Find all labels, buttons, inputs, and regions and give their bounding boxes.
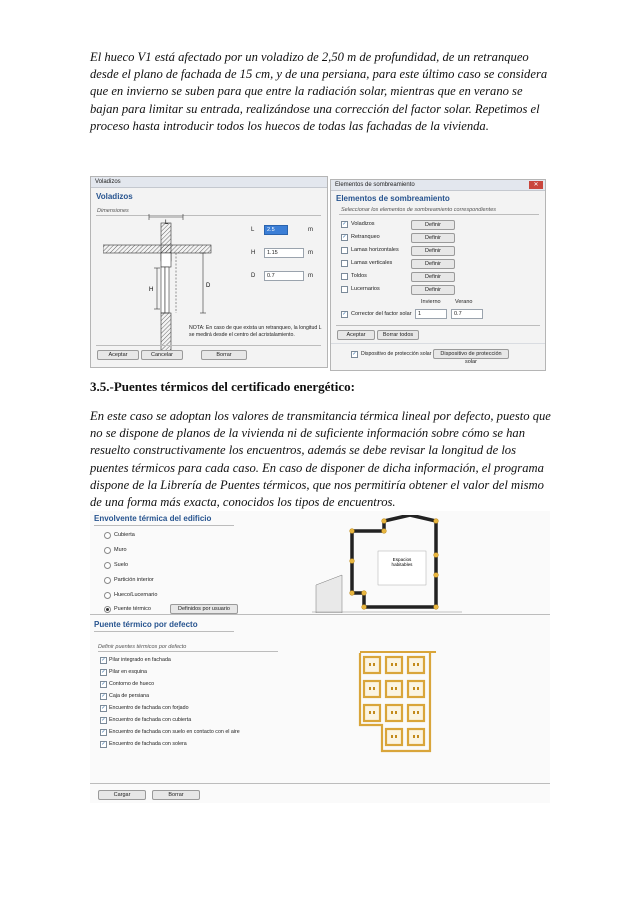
option-label: Partición interior: [114, 577, 154, 583]
voladizos-title: Voladizos: [96, 192, 133, 201]
define-button[interactable]: Definir: [411, 233, 455, 243]
svg-text:H: H: [149, 287, 154, 293]
voladizos-screenshot: [90, 176, 546, 372]
checkbox-retranqueo[interactable]: ✓: [342, 234, 347, 240]
unit-label: m: [308, 273, 313, 279]
divider: [331, 343, 545, 344]
option-label: Suelo: [114, 562, 129, 568]
unit-label: m: [308, 227, 313, 233]
checkbox-lamas-verticales[interactable]: [341, 260, 348, 267]
radio-puente-termico[interactable]: [104, 606, 111, 613]
unit-label: m: [308, 250, 313, 256]
voladizos-window: [90, 176, 328, 368]
checkbox-toldos[interactable]: [341, 273, 348, 280]
option-label: Hueco/Lucernario: [114, 592, 158, 598]
envolvente-title: Envolvente térmica del edificio: [94, 514, 212, 523]
intro-paragraph: El hueco V1 está afectado por un voladizo de 2,50 m de profundidad, de un retranqueo desde el plano de fachada de 15 cm, y de una persiana, para este último caso se considera que en invierno se suben para que entre la radiación solar, mientras que en verano se bajan para limitar su entrada, realizándose una corrección del factor solar. Repetimos el proceso hasta introducir todos los huecos de todas las fachadas de la vivienda.: [90, 50, 548, 133]
delete-button[interactable]: Borrar: [152, 790, 200, 800]
load-button[interactable]: Cargar: [98, 790, 146, 800]
item-label: Lucernarios: [351, 286, 380, 292]
radio-hueco[interactable]: [104, 592, 111, 599]
item-label: Voladizos: [351, 221, 375, 227]
thermal-bridges-paragraph: En este caso se adoptan los valores de transmitancia térmica lineal por defecto, puesto que no se dispone de planos de la vivienda ni de suficiente información sobre cómo se han resuelto constructivamente los encuentros, además se debe revisar la longitud de los puentes térmicos para cada caso. En caso de disponer de dicha información, el programa dispone de la Librería de Puentes térmicos, que nos permitiría obtener el valor del mismo de una forma más exacta, conocidos los tipos de encuentros.: [90, 409, 551, 510]
corrector-label: Corrector del factor solar: [351, 311, 412, 317]
option-label: Muro: [114, 547, 127, 553]
field-label-d: D: [251, 273, 256, 279]
section-heading: 3.5.-Puentes térmicos del certificado energético:: [90, 379, 355, 394]
checkbox-corrector[interactable]: ✓: [342, 311, 347, 317]
divider: [98, 651, 278, 652]
window-title: Voladizos: [95, 179, 121, 185]
building-section-diagram-icon: [312, 515, 462, 613]
delete-all-button[interactable]: Borrar todos: [377, 330, 419, 340]
h-input[interactable]: 1.15: [264, 248, 304, 258]
puente-termico-screenshot: [90, 511, 550, 803]
bridge-item-label: Pilar en esquina: [109, 669, 147, 675]
define-button[interactable]: Definir: [411, 220, 455, 230]
bridge-item-label: Contorno de hueco: [109, 681, 155, 687]
cancel-button[interactable]: Cancelar: [141, 350, 183, 360]
puente-title: Puente térmico por defecto: [94, 620, 198, 629]
voladizos-titlebar: [91, 177, 327, 188]
checkbox-cubierta[interactable]: ✓: [101, 717, 106, 723]
item-label: Retranqueo: [351, 234, 380, 240]
sombreamiento-titlebar: [331, 180, 545, 191]
user-defined-button[interactable]: Definidos por usuario: [170, 604, 238, 614]
checkbox-voladizos[interactable]: ✓: [342, 221, 347, 227]
checkbox-lamas-horizontales[interactable]: [341, 247, 348, 254]
delete-button[interactable]: Borrar: [201, 350, 247, 360]
checkbox-caja-persiana[interactable]: ✓: [101, 693, 106, 699]
space-label-1: Espacios: [392, 557, 412, 562]
space-label-2: habitables: [391, 562, 413, 567]
checkbox-contorno-hueco[interactable]: ✓: [101, 681, 106, 687]
checkbox-pilar-integrado[interactable]: ✓: [101, 657, 106, 663]
radio-muro[interactable]: [104, 547, 111, 554]
divider: [96, 345, 321, 346]
divider: [339, 214, 539, 215]
select-elements-label: Seleccionar los elementos de sombreamiento correspondientes: [341, 207, 497, 213]
bridge-item-label: Pilar integrado en fachada: [109, 657, 171, 663]
divider: [90, 783, 550, 784]
bridge-item-label: Encuentro de fachada con cubierta: [109, 717, 192, 723]
radio-suelo[interactable]: [104, 562, 111, 569]
bridge-item-label: Encuentro de fachada con suelo en contacto con el aire: [109, 729, 240, 735]
bridge-item-label: Caja de persiana: [109, 693, 150, 699]
checkbox-protection[interactable]: ✓: [352, 351, 357, 357]
option-label: Puente térmico: [114, 606, 151, 612]
define-button[interactable]: Definir: [411, 246, 455, 256]
close-icon[interactable]: ✕: [529, 181, 543, 189]
bridge-item-label: Encuentro de fachada con solera: [109, 741, 187, 747]
item-label: Toldos: [351, 273, 367, 279]
option-label: Cubierta: [114, 532, 135, 538]
radio-particion[interactable]: [104, 577, 111, 584]
divider: [90, 614, 550, 615]
note-text: NOTA: En caso de que exista un retranqueo, la longitud L se medirá desde el centro del acristalamiento.: [189, 325, 322, 338]
winter-label: Invierno: [421, 299, 441, 305]
divider: [94, 525, 234, 526]
l-input[interactable]: 2.5: [264, 225, 288, 235]
divider: [336, 325, 540, 326]
field-label-l: L: [251, 227, 255, 233]
divider: [94, 631, 234, 632]
sombreamiento-window: [330, 179, 546, 371]
d-input[interactable]: 0.7: [264, 271, 304, 281]
svg-text:D: D: [206, 283, 211, 289]
window-title: Elementos de sombreamiento: [335, 182, 415, 188]
corrector-summer-input[interactable]: 0.7: [451, 309, 483, 319]
checkbox-solera[interactable]: ✓: [101, 741, 106, 747]
radio-cubierta[interactable]: [104, 532, 111, 539]
protection-button[interactable]: Dispositivo de protección solar: [433, 349, 509, 359]
bridge-item-label: Encuentro de fachada con forjado: [109, 705, 189, 711]
define-button[interactable]: Definir: [411, 259, 455, 269]
checkbox-lucernarios[interactable]: [341, 286, 348, 293]
summer-label: Verano: [455, 299, 473, 305]
corrector-winter-input[interactable]: 1: [415, 309, 447, 319]
puente-subtitle: Definir puentes térmicos por defecto: [98, 644, 187, 650]
protection-label: Dispositivo de protección solar: [361, 351, 432, 357]
sombreamiento-title: Elementos de sombreamiento: [336, 194, 450, 203]
define-button[interactable]: Definir: [411, 272, 455, 282]
accept-button[interactable]: Aceptar: [97, 350, 139, 360]
accept-button[interactable]: Aceptar: [337, 330, 375, 340]
item-label: Lamas horizontales: [351, 247, 399, 253]
checkbox-forjado[interactable]: ✓: [101, 705, 106, 711]
item-label: Lamas verticales: [351, 260, 393, 266]
checkbox-suelo-aire[interactable]: ✓: [101, 729, 106, 735]
field-label-h: H: [251, 250, 256, 256]
checkbox-pilar-esquina[interactable]: ✓: [101, 669, 106, 675]
define-button[interactable]: Definir: [411, 285, 455, 295]
dimensions-label: Dimensiones: [97, 208, 129, 214]
facade-diagram-icon: [352, 651, 452, 759]
